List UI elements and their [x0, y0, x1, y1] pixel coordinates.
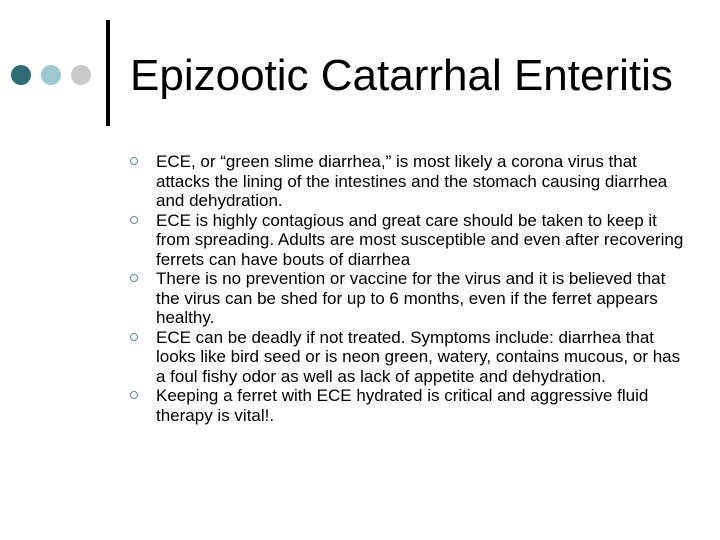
bullet-item	[130, 152, 685, 211]
decorative-dot-dark	[11, 65, 31, 85]
bullet-item	[130, 386, 685, 425]
bullet-item	[130, 211, 685, 270]
decorative-dot-gray	[71, 65, 91, 85]
bullet-list	[130, 152, 685, 425]
bullet-circle-icon	[130, 274, 138, 282]
bullet-circle-icon	[130, 333, 138, 341]
bullet-text: Keeping a ferret with ECE hydrated is critical and aggressive fluid therapy is vital!.	[156, 386, 649, 425]
decorative-dot-light	[41, 65, 61, 85]
bullet-circle-icon	[130, 391, 138, 399]
bullet-circle-icon	[130, 157, 138, 165]
title-divider	[106, 20, 110, 126]
bullet-item	[130, 269, 685, 328]
bullet-text: ECE can be deadly if not treated. Symptoms include: diarrhea that looks like bird seed or is neon green, watery, contains mucous, or has a foul fishy odor as well as lack of appetite and dehydration.	[156, 327, 681, 386]
slide-title: Epizootic Catarrhal Enteritis	[130, 51, 673, 100]
bullet-item	[130, 328, 685, 387]
bullet-text: ECE, or “green slime diarrhea,” is most likely a corona virus that attacks the lining of the intestines and the stomach causing diarrhea and dehydration.	[156, 152, 668, 210]
bullet-text: ECE is highly contagious and great care should be taken to keep it from spreading. Adults are most susceptible and even after recovering ferrets can have bouts of diarrhea	[156, 210, 684, 269]
bullet-circle-icon	[130, 216, 138, 224]
bullet-text: There is no prevention or vaccine for the virus and it is believed that the virus can be shed for up to 6 months, even if the ferret appears healthy.	[156, 269, 666, 327]
